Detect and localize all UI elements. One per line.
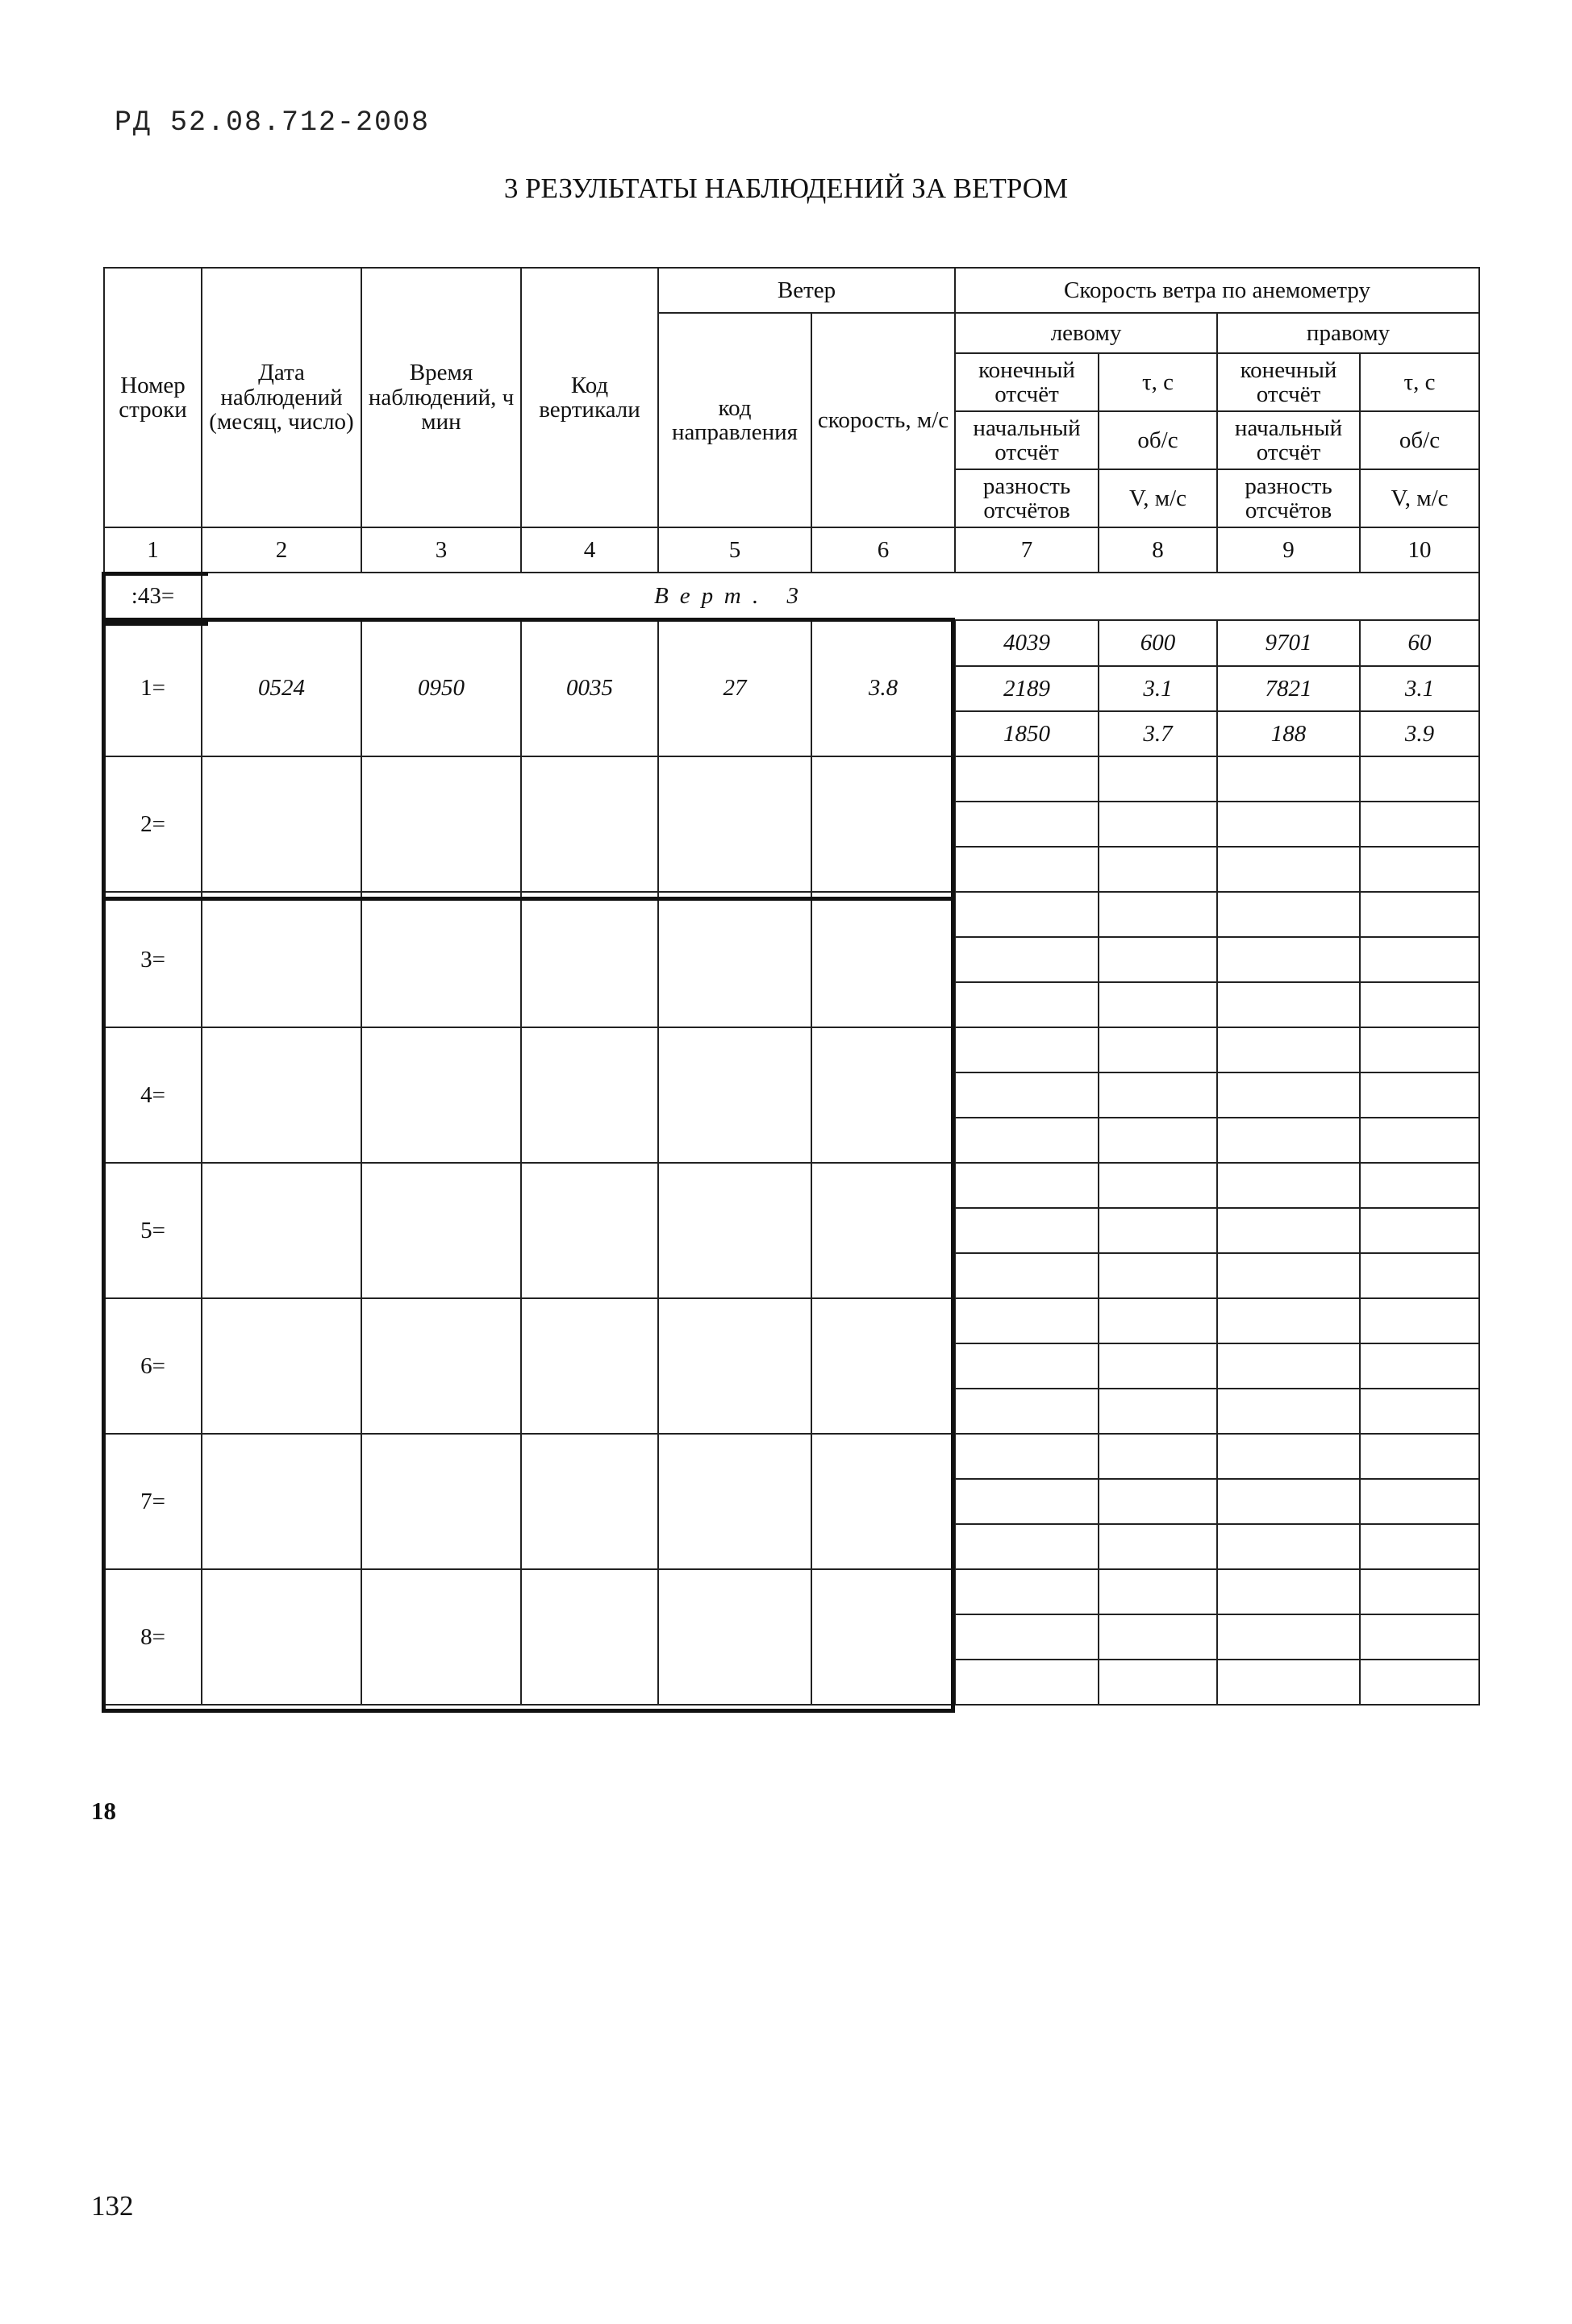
speed-cell [811,892,955,1027]
right-tau-cell [1360,1660,1479,1705]
header-right-v: V, м/с [1360,469,1479,527]
row-label: 3= [104,892,202,1027]
left-tau-cell [1099,1072,1217,1118]
header-vertical-code: Код вертикали [521,268,658,527]
column-number-3: 3 [361,527,521,573]
left-tau-cell [1099,847,1217,892]
right-tau-cell [1360,1569,1479,1614]
page-number-top: 18 [91,1797,116,1825]
left-tau-cell [1099,802,1217,847]
left-reading-cell [955,1434,1099,1479]
column-number-5: 5 [658,527,811,573]
header-left: левому [955,313,1217,353]
header-time: Время наблюдений, ч мин [361,268,521,527]
left-reading-cell: 4039 [955,620,1099,666]
time-cell [361,892,521,1027]
left-reading-cell [955,847,1099,892]
right-tau-cell [1360,892,1479,937]
header-left-rps: об/с [1099,411,1217,469]
left-tau-cell: 3.7 [1099,711,1217,756]
left-reading-cell [955,1660,1099,1705]
left-tau-cell [1099,1614,1217,1660]
left-reading-cell [955,1389,1099,1434]
left-tau-cell [1099,937,1217,982]
row-label: 7= [104,1434,202,1569]
left-reading-cell [955,1343,1099,1389]
vertical-code-cell [521,1027,658,1163]
page-title: 3 РЕЗУЛЬТАТЫ НАБЛЮДЕНИЙ ЗА ВЕТРОМ [503,173,1069,204]
vertical-code-cell: 0035 [521,620,658,756]
right-reading-cell [1217,1298,1360,1343]
date-cell [202,1434,361,1569]
group-label: :43= [104,573,202,620]
header-direction-code: код направления [658,313,811,527]
column-number-10: 10 [1360,527,1479,573]
left-tau-cell [1099,1343,1217,1389]
header-left-tau: τ, с [1099,353,1217,411]
header-left-v: V, м/с [1099,469,1217,527]
left-tau-cell [1099,1524,1217,1569]
right-reading-cell [1217,802,1360,847]
time-cell [361,1434,521,1569]
left-reading-cell [955,1208,1099,1253]
right-reading-cell [1217,1118,1360,1163]
left-reading-cell [955,802,1099,847]
header-date: Дата наблюдений (месяц, число) [202,268,361,527]
date-cell [202,1569,361,1705]
left-reading-cell [955,937,1099,982]
table-row [104,1569,1479,1614]
header-right: правому [1217,313,1479,353]
right-reading-cell [1217,1027,1360,1072]
speed-cell [811,1569,955,1705]
right-reading-cell [1217,1343,1360,1389]
direction-code-cell [658,1163,811,1298]
header-speed: скорость, м/с [811,313,955,527]
right-reading-cell [1217,1614,1360,1660]
table-row [104,892,1479,937]
row-label: 8= [104,1569,202,1705]
left-tau-cell [1099,1208,1217,1253]
left-tau-cell [1099,1298,1217,1343]
date-cell [202,1163,361,1298]
right-tau-cell [1360,1479,1479,1524]
time-cell [361,1027,521,1163]
right-tau-cell [1360,1524,1479,1569]
date-cell: 0524 [202,620,361,756]
left-tau-cell [1099,1163,1217,1208]
header-right-initial: начальный отсчёт [1217,411,1360,469]
right-reading-cell [1217,982,1360,1027]
right-reading-cell [1217,1660,1360,1705]
direction-code-cell [658,756,811,892]
date-cell [202,756,361,892]
header-left-initial: начальный отсчёт [955,411,1099,469]
left-reading-cell [955,1479,1099,1524]
right-tau-cell [1360,1389,1479,1434]
vertical-code-cell [521,756,658,892]
table-row [104,620,1479,666]
right-reading-cell [1217,892,1360,937]
direction-code-cell [658,1434,811,1569]
left-tau-cell [1099,1118,1217,1163]
speed-cell [811,756,955,892]
table-row [104,1027,1479,1072]
header-right-rps: об/с [1360,411,1479,469]
left-tau-cell [1099,1434,1217,1479]
right-tau-cell [1360,982,1479,1027]
left-tau-cell [1099,1253,1217,1298]
left-reading-cell [955,756,1099,802]
right-reading-cell: 7821 [1217,666,1360,711]
left-tau-cell [1099,1027,1217,1072]
header-left-difference: разность отсчётов [955,469,1099,527]
right-tau-cell [1360,1118,1479,1163]
left-reading-cell [955,1614,1099,1660]
direction-code-cell [658,1298,811,1434]
right-tau-cell [1360,756,1479,802]
left-reading-cell [955,1163,1099,1208]
right-tau-cell [1360,1027,1479,1072]
column-number-7: 7 [955,527,1099,573]
left-tau-cell [1099,1569,1217,1614]
right-reading-cell [1217,1434,1360,1479]
table-row [104,1434,1479,1479]
left-tau-cell: 3.1 [1099,666,1217,711]
right-reading-cell [1217,1208,1360,1253]
table-row [104,1163,1479,1208]
right-reading-cell [1217,756,1360,802]
column-number-2: 2 [202,527,361,573]
date-cell [202,892,361,1027]
speed-cell [811,1434,955,1569]
page-number-bottom: 132 [91,2190,134,2222]
right-tau-cell [1360,1163,1479,1208]
left-reading-cell [955,1253,1099,1298]
table-row [104,756,1479,802]
right-reading-cell: 9701 [1217,620,1360,666]
right-reading-cell [1217,1569,1360,1614]
document-code: РД 52.08.712-2008 [115,106,431,139]
right-tau-cell: 60 [1360,620,1479,666]
left-tau-cell [1099,982,1217,1027]
right-tau-cell [1360,1343,1479,1389]
header-right-tau: τ, с [1360,353,1479,411]
left-tau-cell: 600 [1099,620,1217,666]
speed-cell [811,1298,955,1434]
row-label: 6= [104,1298,202,1434]
left-tau-cell [1099,1479,1217,1524]
right-reading-cell [1217,1253,1360,1298]
table-row [104,1298,1479,1343]
vertical-code-cell [521,1298,658,1434]
left-reading-cell [955,1524,1099,1569]
vertical-code-cell [521,1434,658,1569]
row-label: 2= [104,756,202,892]
left-tau-cell [1099,892,1217,937]
time-cell [361,1298,521,1434]
right-tau-cell: 3.1 [1360,666,1479,711]
header-right-final: конечный отсчёт [1217,353,1360,411]
direction-code-cell [658,892,811,1027]
vertical-code-cell [521,1163,658,1298]
left-tau-cell [1099,756,1217,802]
left-reading-cell [955,982,1099,1027]
left-tau-cell [1099,1660,1217,1705]
direction-code-cell [658,1569,811,1705]
left-tau-cell [1099,1389,1217,1434]
time-cell [361,756,521,892]
direction-code-cell: 27 [658,620,811,756]
left-reading-cell [955,1118,1099,1163]
speed-cell: 3.8 [811,620,955,756]
right-reading-cell [1217,1389,1360,1434]
header-anemometer: Скорость ветра по анемометру [955,268,1479,313]
vertical-code-cell [521,1569,658,1705]
column-number-1: 1 [104,527,202,573]
right-reading-cell [1217,1524,1360,1569]
wind-results-table [103,267,1480,1706]
right-tau-cell [1360,802,1479,847]
time-cell [361,1569,521,1705]
right-reading-cell [1217,1479,1360,1524]
date-cell [202,1298,361,1434]
right-reading-cell [1217,1072,1360,1118]
vertical-code-cell [521,892,658,1027]
time-cell: 0950 [361,620,521,756]
right-tau-cell: 3.9 [1360,711,1479,756]
direction-code-cell [658,1027,811,1163]
column-number-6: 6 [811,527,955,573]
left-reading-cell [955,1298,1099,1343]
right-tau-cell [1360,1208,1479,1253]
row-label: 4= [104,1027,202,1163]
left-reading-cell: 1850 [955,711,1099,756]
right-tau-cell [1360,847,1479,892]
time-cell [361,1163,521,1298]
left-reading-cell [955,892,1099,937]
header-right-difference: разность отсчётов [1217,469,1360,527]
right-tau-cell [1360,937,1479,982]
left-reading-cell [955,1027,1099,1072]
header-wind: Ветер [658,268,955,313]
header-row-number: Номер строки [104,268,202,527]
right-tau-cell [1360,1298,1479,1343]
row-label: 5= [104,1163,202,1298]
right-tau-cell [1360,1434,1479,1479]
right-tau-cell [1360,1614,1479,1660]
row-label: 1= [104,620,202,756]
right-reading-cell: 188 [1217,711,1360,756]
right-reading-cell [1217,847,1360,892]
header-left-final: конечный отсчёт [955,353,1099,411]
column-number-4: 4 [521,527,658,573]
left-reading-cell [955,1072,1099,1118]
column-number-8: 8 [1099,527,1217,573]
right-tau-cell [1360,1253,1479,1298]
column-number-9: 9 [1217,527,1360,573]
right-reading-cell [1217,937,1360,982]
date-cell [202,1027,361,1163]
left-reading-cell [955,1569,1099,1614]
right-tau-cell [1360,1072,1479,1118]
left-reading-cell: 2189 [955,666,1099,711]
right-reading-cell [1217,1163,1360,1208]
speed-cell [811,1163,955,1298]
speed-cell [811,1027,955,1163]
vertical-label: Верт. 3 [202,573,1479,620]
